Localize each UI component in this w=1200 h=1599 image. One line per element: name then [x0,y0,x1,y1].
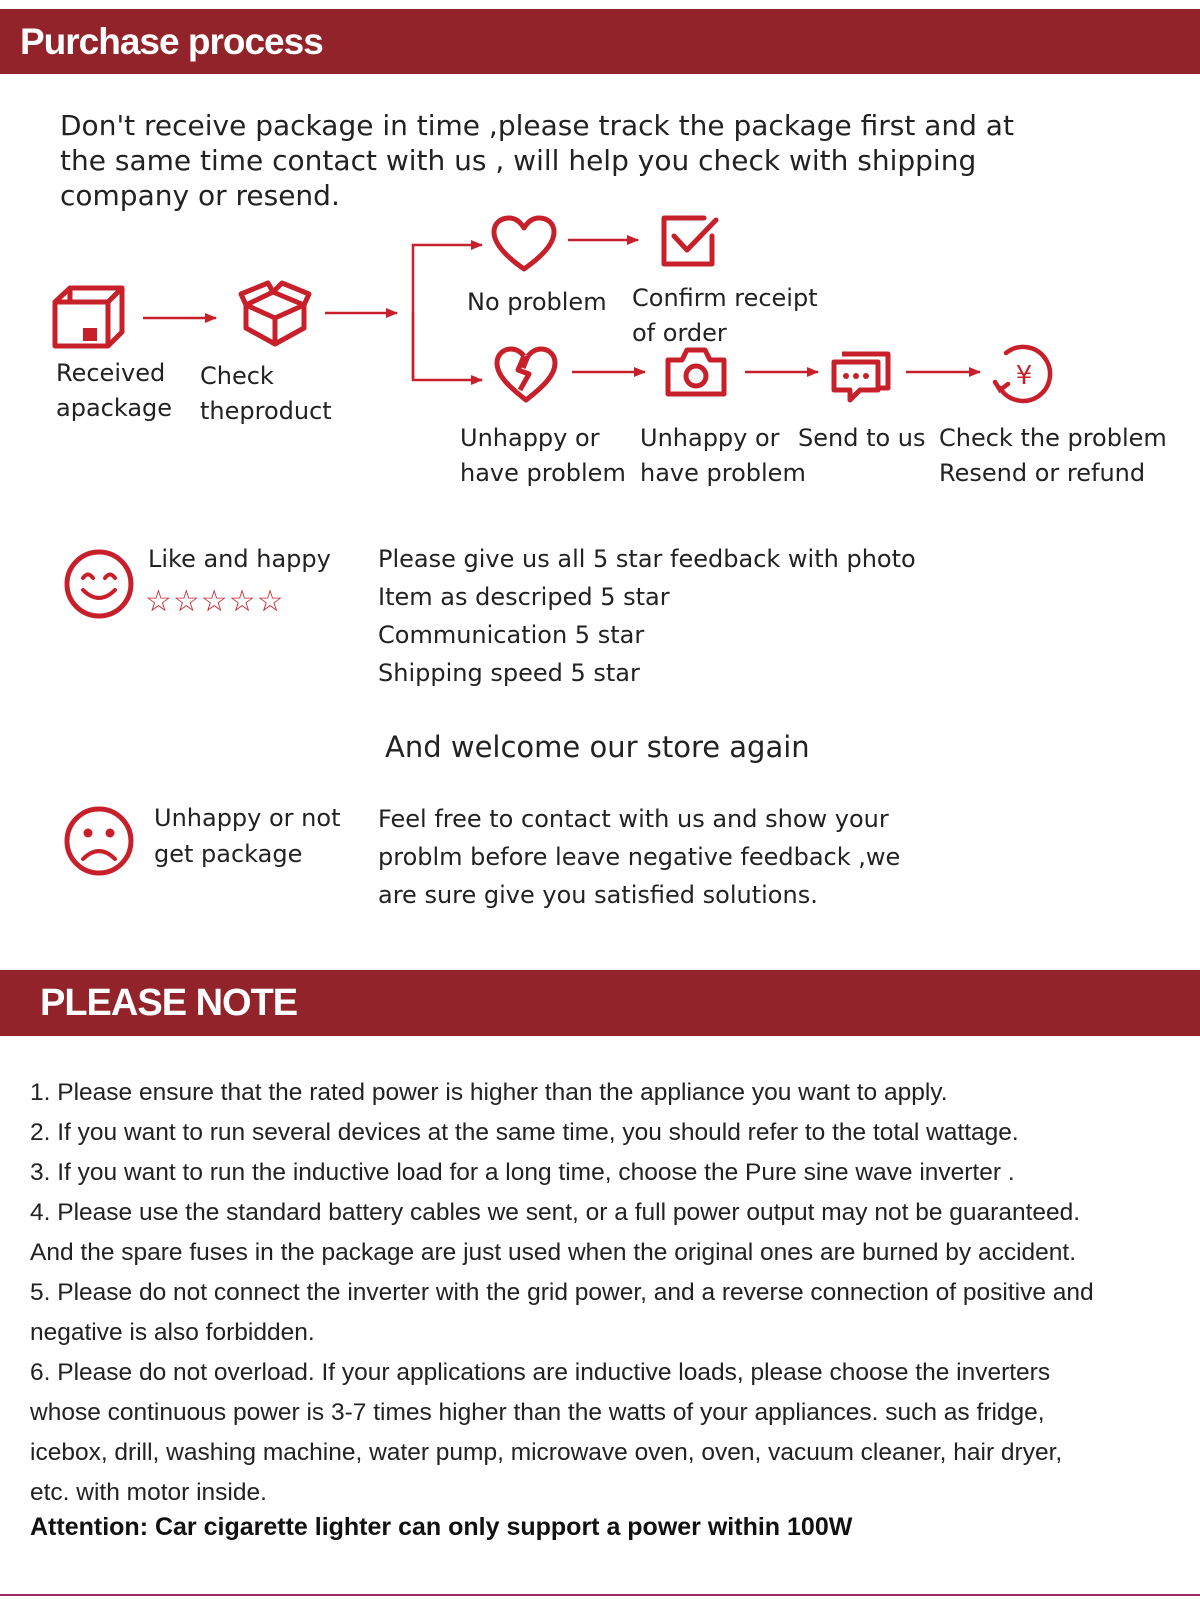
box-icon [50,284,128,350]
label-unhappy-2 [640,421,806,491]
happy-line-1: Please give us all 5 star feedback with photo [378,545,916,573]
sad-face-icon [63,805,135,877]
label-check-line2: theproduct [200,397,332,425]
note-item: 6. Please do not overload. If your applications are inductive loads, please choose the inverters whose continuous power is 3-7 times higher than the watts of your appliances. such as fridge, icebox, drill, washing machine, water pump, microwave oven, oven, vacuum cleaner, hair dryer, etc. with motor inside. [30,1359,1063,1506]
svg-text:¥: ¥ [1015,361,1033,391]
unhappy-label-line1: Unhappy or not [154,804,341,832]
label-confirm-line2: of order [632,319,727,347]
label-unhappy-1-line1: Unhappy or [460,424,600,452]
smile-face-icon [63,548,135,620]
label-send: Send to us [798,424,926,452]
purchase-process-title: Purchase process [20,21,323,62]
label-received [56,356,172,426]
unhappy-line-3: are sure give you satisfied solutions. [378,881,818,909]
open-box-icon [238,280,312,350]
unhappy-line-2: problm before leave negative feedback ,we [378,843,901,871]
happy-line-4: Shipping speed 5 star [378,659,640,687]
note-item: 5. Please do not connect the inverter with the grid power, and a reverse connection of positive and negative is also forbidden. [30,1279,1094,1346]
happy-line-3: Communication 5 star [378,621,645,649]
attention-text: Attention: Car cigarette lighter can only support a power within 100W [30,1513,853,1541]
unhappy-line-1: Feel free to contact with us and show your [378,805,889,833]
camera-icon [664,346,728,398]
label-confirm [632,281,818,351]
note-item: 4. Please use the standard battery cables we sent, or a full power output may not be guaranteed. And the spare fuses in the package are just used when the original ones are burned by accident. [30,1199,1081,1266]
heart-icon [490,215,558,275]
label-resolve-line2: Resend or refund [939,459,1146,487]
label-check [200,359,332,429]
refund-yen-icon [992,344,1056,406]
unhappy-label-line2: get package [154,840,303,868]
label-check-line1: Check [200,362,274,390]
notes-list [30,1073,1095,1513]
note-item: 3. If you want to run the inductive load for a long time, choose the Pure sine wave inverter . [30,1159,1015,1186]
label-received-line1: Received [56,359,166,387]
happy-text [378,540,916,692]
label-unhappy-2-line2: have problem [640,459,806,487]
label-confirm-line1: Confirm receipt [632,284,818,312]
five-star-icons: ☆☆☆☆☆ [145,584,285,619]
note-item: 2. If you want to run several devices at the same time, you should refer to the total wattage. [30,1119,1019,1146]
please-note-banner [0,970,1200,1036]
happy-label: Like and happy [148,545,331,573]
broken-heart-icon [494,346,560,406]
welcome-text: And welcome our store again [385,730,810,764]
unhappy-label [154,800,340,872]
intro-text: Don't receive package in time ,please track the package first and at the same time contact with us , will help you check with shipping company or resend. [60,109,1014,212]
label-received-line2: apackage [56,394,173,422]
label-resolve-line1: Check the problem [939,424,1167,452]
bottom-divider [0,1594,1200,1596]
happy-line-2: Item as descriped 5 star [378,583,670,611]
label-unhappy-2-line1: Unhappy or [640,424,780,452]
arrow-branch-bottom-line [413,312,482,380]
label-unhappy-1-line2: have problem [460,459,626,487]
please-note-title: PLEASE NOTE [40,982,298,1024]
label-unhappy-1 [460,421,626,491]
chat-icon [830,350,892,404]
unhappy-text [378,800,900,914]
label-resolve [939,421,1167,491]
checkbox-icon [660,214,720,270]
label-no-problem: No problem [467,288,607,316]
note-item: 1. Please ensure that the rated power is higher than the appliance you want to apply. [30,1079,948,1106]
